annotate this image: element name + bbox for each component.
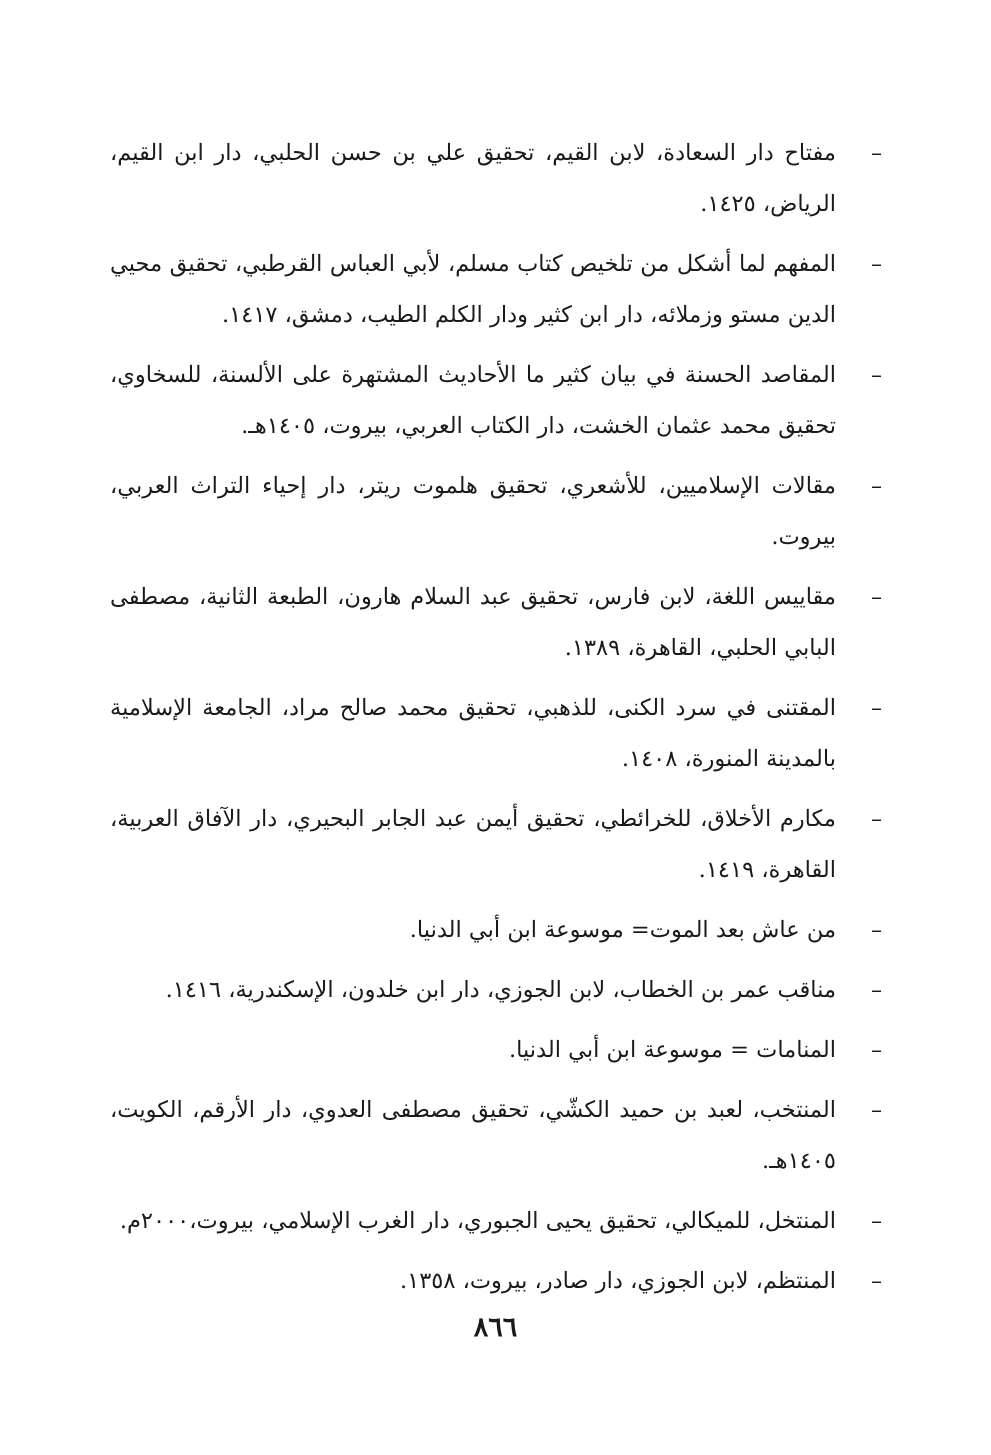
bibliography-entry <box>110 461 882 563</box>
bullet-dash: – <box>871 363 882 388</box>
entry-text: مفتاح دار السعادة، لابن القيم، تحقيق علي بن حسن الحلبي، دار ابن القيم، الرياض، ١٤٢٥. <box>110 140 836 217</box>
bibliography-entry <box>110 965 882 1016</box>
bibliography-entry <box>110 128 882 230</box>
bullet-dash: – <box>871 474 882 499</box>
bibliography-entry <box>110 1196 882 1247</box>
bibliography-entry <box>110 794 882 896</box>
entry-text: المنتظم، لابن الجوزي، دار صادر، بيروت، ١٣٥٨. <box>399 1268 836 1294</box>
entry-text: المفهم لما أشكل من تلخيص كتاب مسلم، لأبي العباس القرطبي، تحقيق محيي الدين مستو وزملائه، دار ابن كثير ودار الكلم الطيب، دمشق، ١٤١٧. <box>110 251 836 328</box>
bullet-dash: – <box>871 807 882 832</box>
bibliography-entry <box>110 239 882 341</box>
bullet-dash: – <box>871 1038 882 1063</box>
entry-text: المنتخل، للميكالي، تحقيق يحيى الجبوري، دار الغرب الإسلامي، بيروت،٢٠٠٠م. <box>119 1208 836 1234</box>
bullet-dash: – <box>871 141 882 166</box>
entry-text: المقتنى في سرد الكنى، للذهبي، تحقيق محمد صالح مراد، الجامعة الإسلامية بالمدينة المنورة، ١٤٠٨. <box>110 695 836 772</box>
bullet-dash: – <box>871 978 882 1003</box>
entry-text: مقاييس اللغة، لابن فارس، تحقيق عبد السلام هارون، الطبعة الثانية، مصطفى البابي الحلبي، القاهرة، ١٣٨٩. <box>110 584 836 661</box>
bullet-dash: – <box>871 252 882 277</box>
entry-text: مكارم الأخلاق، للخرائطي، تحقيق أيمن عبد الجابر البحيري، دار الآفاق العربية، القاهرة، ١٤١٩. <box>110 806 836 883</box>
bullet-dash: – <box>871 1098 882 1123</box>
bullet-dash: – <box>871 696 882 721</box>
bullet-dash: – <box>871 585 882 610</box>
bibliography-entry <box>110 350 882 452</box>
entry-text: المنتخب، لعبد بن حميد الكشّي، تحقيق مصطفى العدوي، دار الأرقم، الكويت، ١٤٠٥هـ. <box>110 1097 836 1174</box>
entry-text: من عاش بعد الموت= موسوعة ابن أبي الدنيا. <box>409 917 836 943</box>
page-number: ٨٦٦ <box>473 1312 518 1343</box>
bullet-dash: – <box>871 1209 882 1234</box>
entry-text: مقالات الإسلاميين، للأشعري، تحقيق هلموت ريتر، دار إحياء التراث العربي، بيروت. <box>110 473 836 550</box>
bibliography-entry <box>110 905 882 956</box>
entry-text: مناقب عمر بن الخطاب، لابن الجوزي، دار ابن خلدون، الإسكندرية، ١٤١٦. <box>165 977 836 1003</box>
bibliography-entry <box>110 1025 882 1076</box>
bibliography-entry <box>110 572 882 674</box>
entry-text: المنامات = موسوعة ابن أبي الدنيا. <box>509 1037 836 1063</box>
bibliography-entry <box>110 683 882 785</box>
entry-text: المقاصد الحسنة في بيان كثير ما الأحاديث المشتهرة على الألسنة، للسخاوي، تحقيق محمد عثمان الخشت، دار الكتاب العربي، بيروت، ١٤٠٥هـ. <box>110 362 836 439</box>
bullet-dash: – <box>871 1269 882 1294</box>
bibliography-entry <box>110 1085 882 1187</box>
bibliography-list <box>110 128 882 1316</box>
bibliography-entry <box>110 1256 882 1307</box>
bullet-dash: – <box>871 918 882 943</box>
